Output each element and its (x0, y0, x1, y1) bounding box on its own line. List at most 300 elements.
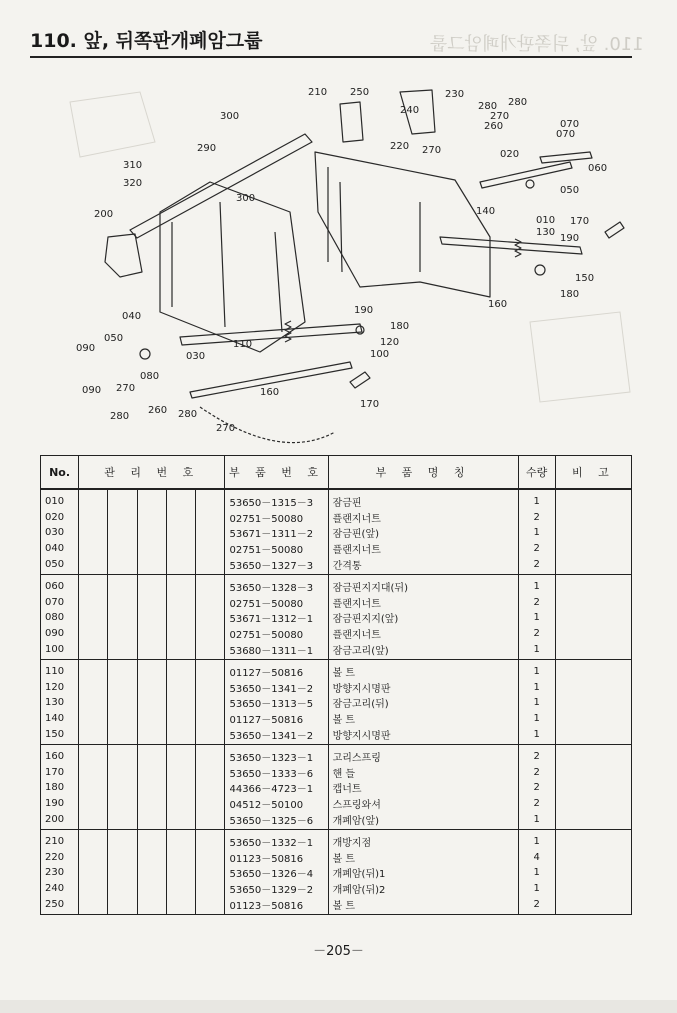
part-name: 볼 트 (328, 711, 518, 727)
note-cell (555, 849, 631, 865)
management-number-cell (108, 896, 137, 914)
management-number-cell (166, 865, 195, 881)
management-number-cell (137, 726, 166, 744)
management-number-cell (137, 829, 166, 849)
management-number-cell (137, 765, 166, 781)
management-number-cell (166, 829, 195, 849)
note-cell (555, 896, 631, 914)
note-cell (555, 881, 631, 897)
table-row (41, 811, 632, 829)
management-number-cell (79, 881, 108, 897)
part-name: 볼 트 (328, 659, 518, 679)
management-number-cell (137, 811, 166, 829)
management-number-cell (166, 780, 195, 796)
callout-label: 280 (478, 101, 498, 112)
management-number-cell (196, 659, 225, 679)
quantity: 2 (518, 595, 555, 611)
header-quantity: 수량 (518, 456, 555, 490)
quantity: 1 (518, 659, 555, 679)
item-number: 150 (41, 726, 79, 744)
part-name: 개폐암(앞) (328, 811, 518, 829)
table-row (41, 744, 632, 764)
callout-label: 240 (400, 105, 420, 116)
diagram-drawing (60, 62, 640, 450)
management-number-cell (166, 541, 195, 557)
management-number-cell (108, 489, 137, 510)
callout-label: 160 (260, 387, 280, 398)
note-cell (555, 489, 631, 510)
part-number: 53650－1341－2 (225, 680, 328, 696)
item-number: 070 (41, 595, 79, 611)
note-cell (555, 525, 631, 541)
callout-label: 070 (556, 129, 576, 140)
table-row (41, 641, 632, 659)
management-number-cell (196, 896, 225, 914)
management-number-cell (166, 525, 195, 541)
management-number-cell (79, 765, 108, 781)
callout-label: 280 (110, 411, 130, 422)
management-number-cell (196, 510, 225, 526)
note-cell (555, 510, 631, 526)
management-number-cell (166, 695, 195, 711)
part-number: 01127－50816 (225, 659, 328, 679)
note-cell (555, 695, 631, 711)
parts-list-table (40, 455, 632, 915)
table-row (41, 626, 632, 642)
part-name: 플랜지너트 (328, 595, 518, 611)
item-number: 240 (41, 881, 79, 897)
item-number: 050 (41, 556, 79, 574)
table-row (41, 525, 632, 541)
table-header-row (41, 456, 632, 490)
quantity: 2 (518, 796, 555, 812)
management-number-cell (108, 780, 137, 796)
management-number-cell (166, 744, 195, 764)
note-cell (555, 711, 631, 727)
part-name: 잠금고리(뒤) (328, 695, 518, 711)
table-row (41, 489, 632, 510)
callout-label: 060 (588, 163, 608, 174)
part-number: 53650－1315－3 (225, 489, 328, 510)
part-number: 01127－50816 (225, 711, 328, 727)
note-cell (555, 659, 631, 679)
part-name: 플랜지너트 (328, 510, 518, 526)
part-number: 44366－4723－1 (225, 780, 328, 796)
management-number-cell (108, 626, 137, 642)
table-row (41, 680, 632, 696)
callout-label: 040 (122, 311, 142, 322)
management-number-cell (79, 680, 108, 696)
management-number-cell (137, 556, 166, 574)
note-cell (555, 726, 631, 744)
part-number: 53671－1311－2 (225, 525, 328, 541)
header-note: 비 고 (555, 456, 631, 490)
quantity: 1 (518, 695, 555, 711)
management-number-cell (137, 849, 166, 865)
item-number: 090 (41, 626, 79, 642)
scan-edge (0, 1000, 677, 1013)
callout-label: 260 (484, 121, 504, 132)
quantity: 1 (518, 641, 555, 659)
item-number: 080 (41, 610, 79, 626)
management-number-cell (79, 811, 108, 829)
table-row (41, 796, 632, 812)
part-number: 53650－1329－2 (225, 881, 328, 897)
item-number: 100 (41, 641, 79, 659)
management-number-cell (166, 610, 195, 626)
quantity: 1 (518, 726, 555, 744)
management-number-cell (79, 659, 108, 679)
management-number-cell (166, 896, 195, 914)
item-number: 200 (41, 811, 79, 829)
management-number-cell (79, 744, 108, 764)
part-name: 플랜지너트 (328, 626, 518, 642)
management-number-cell (108, 641, 137, 659)
part-number: 02751－50080 (225, 541, 328, 557)
callout-label: 130 (536, 227, 556, 238)
quantity: 2 (518, 780, 555, 796)
part-name: 캡너트 (328, 780, 518, 796)
management-number-cell (137, 510, 166, 526)
management-number-cell (196, 626, 225, 642)
note-cell (555, 610, 631, 626)
note-cell (555, 541, 631, 557)
quantity: 2 (518, 626, 555, 642)
callout-label: 120 (380, 337, 400, 348)
table-row (41, 695, 632, 711)
callout-label: 180 (560, 289, 580, 300)
management-number-cell (108, 726, 137, 744)
callout-label: 270 (216, 423, 236, 434)
quantity: 1 (518, 829, 555, 849)
callout-label: 300 (220, 111, 240, 122)
header-no: No. (41, 456, 79, 490)
quantity: 1 (518, 525, 555, 541)
note-cell (555, 829, 631, 849)
item-number: 110 (41, 659, 79, 679)
callout-label: 020 (500, 149, 520, 160)
callout-label: 140 (476, 206, 496, 217)
management-number-cell (108, 711, 137, 727)
callout-label: 300 (236, 193, 256, 204)
management-number-cell (137, 489, 166, 510)
management-number-cell (137, 796, 166, 812)
management-number-cell (137, 896, 166, 914)
management-number-cell (108, 556, 137, 574)
table-row (41, 896, 632, 914)
management-number-cell (79, 541, 108, 557)
item-number: 170 (41, 765, 79, 781)
management-number-cell (196, 811, 225, 829)
management-number-cell (137, 641, 166, 659)
management-number-cell (196, 865, 225, 881)
part-name: 핸 들 (328, 765, 518, 781)
management-number-cell (196, 680, 225, 696)
table-row (41, 829, 632, 849)
note-cell (555, 865, 631, 881)
item-number: 190 (41, 796, 79, 812)
table-row (41, 541, 632, 557)
management-number-cell (196, 796, 225, 812)
management-number-cell (108, 811, 137, 829)
part-number: 02751－50080 (225, 510, 328, 526)
callout-label: 180 (390, 321, 410, 332)
management-number-cell (79, 641, 108, 659)
table-row (41, 780, 632, 796)
management-number-cell (166, 796, 195, 812)
item-number: 180 (41, 780, 79, 796)
part-name: 볼 트 (328, 896, 518, 914)
part-number: 53650－1333－6 (225, 765, 328, 781)
callout-label: 100 (370, 349, 390, 360)
note-cell (555, 641, 631, 659)
callout-label: 270 (422, 145, 442, 156)
table-row (41, 610, 632, 626)
note-cell (555, 811, 631, 829)
callout-label: 260 (148, 405, 168, 416)
management-number-cell (108, 695, 137, 711)
management-number-cell (166, 811, 195, 829)
quantity: 1 (518, 680, 555, 696)
table-row (41, 865, 632, 881)
callout-label: 010 (536, 215, 556, 226)
front-arm-200 (105, 234, 142, 277)
callout-label: 190 (560, 233, 580, 244)
link-rod (180, 324, 362, 345)
part-name: 방향지시명판 (328, 726, 518, 744)
part-name: 잠금핀(앞) (328, 525, 518, 541)
part-number: 02751－50080 (225, 626, 328, 642)
management-number-cell (108, 881, 137, 897)
item-number: 210 (41, 829, 79, 849)
management-number-cell (108, 849, 137, 865)
management-number-cell (166, 626, 195, 642)
title-rule (30, 56, 632, 58)
management-number-cell (137, 865, 166, 881)
management-number-cell (166, 595, 195, 611)
note-cell (555, 626, 631, 642)
management-number-cell (196, 726, 225, 744)
exploded-parts-diagram (60, 62, 640, 450)
management-number-cell (79, 780, 108, 796)
callout-label: 050 (104, 333, 124, 344)
item-number: 130 (41, 695, 79, 711)
table-row (41, 659, 632, 679)
management-number-cell (166, 711, 195, 727)
management-number-cell (137, 780, 166, 796)
management-number-cell (166, 881, 195, 897)
management-number-cell (166, 726, 195, 744)
part-number: 53650－1332－1 (225, 829, 328, 849)
part-name: 잠금핀지지(앞) (328, 610, 518, 626)
management-number-cell (108, 865, 137, 881)
management-number-cell (137, 881, 166, 897)
quantity: 1 (518, 811, 555, 829)
management-number-cell (196, 829, 225, 849)
page-number: －205－ (313, 944, 364, 959)
callout-label: 030 (186, 351, 206, 362)
management-number-cell (137, 744, 166, 764)
callout-label: 230 (445, 89, 465, 100)
quantity: 4 (518, 849, 555, 865)
management-number-cell (79, 695, 108, 711)
management-number-cell (108, 744, 137, 764)
management-number-cell (79, 610, 108, 626)
quantity: 1 (518, 865, 555, 881)
item-number: 060 (41, 574, 79, 594)
parts-table-body (41, 489, 632, 914)
table-row (41, 510, 632, 526)
part-number: 53650－1326－4 (225, 865, 328, 881)
callout-label: 310 (123, 160, 143, 171)
part-name: 플랜지너트 (328, 541, 518, 557)
management-number-cell (166, 489, 195, 510)
callout-label: 090 (82, 385, 102, 396)
quantity: 1 (518, 574, 555, 594)
item-number: 030 (41, 525, 79, 541)
item-number: 220 (41, 849, 79, 865)
table-row (41, 595, 632, 611)
part-name: 개폐암(뒤)2 (328, 881, 518, 897)
part-name: 잠금고리(앞) (328, 641, 518, 659)
table-row (41, 765, 632, 781)
management-number-cell (196, 695, 225, 711)
quantity: 2 (518, 765, 555, 781)
management-number-cell (137, 695, 166, 711)
management-number-cell (137, 525, 166, 541)
management-number-cell (79, 726, 108, 744)
management-number-cell (166, 574, 195, 594)
management-number-cell (79, 595, 108, 611)
management-number-cell (79, 556, 108, 574)
management-number-cell (196, 744, 225, 764)
note-cell (555, 780, 631, 796)
table-row (41, 556, 632, 574)
callout-label: 070 (560, 119, 580, 130)
note-cell (555, 744, 631, 764)
management-number-cell (166, 765, 195, 781)
header-management-number: 관 리 번 호 (79, 456, 225, 490)
item-number: 020 (41, 510, 79, 526)
part-number: 02751－50080 (225, 595, 328, 611)
callout-label: 210 (308, 87, 328, 98)
table-row (41, 849, 632, 865)
management-number-cell (79, 626, 108, 642)
callout-label: 050 (560, 185, 580, 196)
item-number: 010 (41, 489, 79, 510)
management-number-cell (137, 574, 166, 594)
quantity: 1 (518, 711, 555, 727)
header-part-name: 부 품 명 칭 (328, 456, 518, 490)
management-number-cell (79, 865, 108, 881)
part-number: 53650－1325－6 (225, 811, 328, 829)
note-cell (555, 680, 631, 696)
management-number-cell (196, 610, 225, 626)
management-number-cell (79, 829, 108, 849)
callout-label: 250 (350, 87, 370, 98)
callout-label: 290 (197, 143, 217, 154)
management-number-cell (137, 680, 166, 696)
part-number: 53650－1341－2 (225, 726, 328, 744)
item-number: 160 (41, 744, 79, 764)
management-number-cell (196, 525, 225, 541)
management-number-cell (166, 556, 195, 574)
management-number-cell (79, 896, 108, 914)
management-number-cell (108, 510, 137, 526)
management-number-cell (137, 626, 166, 642)
note-cell (555, 765, 631, 781)
management-number-cell (108, 765, 137, 781)
management-number-cell (196, 595, 225, 611)
management-number-cell (196, 556, 225, 574)
callout-label: 160 (488, 299, 508, 310)
management-number-cell (166, 680, 195, 696)
callout-label: 090 (76, 343, 96, 354)
note-cell (555, 556, 631, 574)
part-name: 잠금핀지지대(뒤) (328, 574, 518, 594)
management-number-cell (196, 711, 225, 727)
management-number-cell (79, 525, 108, 541)
item-number: 140 (41, 711, 79, 727)
table-row (41, 726, 632, 744)
callout-label: 280 (508, 97, 528, 108)
table-row (41, 881, 632, 897)
management-number-cell (79, 574, 108, 594)
part-number: 01123－50816 (225, 896, 328, 914)
management-number-cell (137, 610, 166, 626)
management-number-cell (79, 796, 108, 812)
item-number: 250 (41, 896, 79, 914)
table-row (41, 711, 632, 727)
item-number: 040 (41, 541, 79, 557)
management-number-cell (196, 641, 225, 659)
management-number-cell (108, 595, 137, 611)
header-part-number: 부 품 번 호 (225, 456, 328, 490)
management-number-cell (108, 680, 137, 696)
part-number: 53680－1311－1 (225, 641, 328, 659)
quantity: 1 (518, 610, 555, 626)
note-cell (555, 595, 631, 611)
management-number-cell (196, 780, 225, 796)
callout-label: 110 (233, 339, 253, 350)
part-name: 고리스프링 (328, 744, 518, 764)
management-number-cell (108, 796, 137, 812)
management-number-cell (196, 574, 225, 594)
quantity: 2 (518, 556, 555, 574)
management-number-cell (108, 541, 137, 557)
callout-label: 170 (360, 399, 380, 410)
part-name: 개폐암(뒤)1 (328, 865, 518, 881)
part-name: 개방지점 (328, 829, 518, 849)
front-frame (160, 182, 305, 352)
management-number-cell (166, 849, 195, 865)
part-name: 간격통 (328, 556, 518, 574)
part-number: 53650－1327－3 (225, 556, 328, 574)
management-number-cell (137, 541, 166, 557)
management-number-cell (166, 659, 195, 679)
note-cell (555, 574, 631, 594)
part-number: 04512－50100 (225, 796, 328, 812)
management-number-cell (79, 849, 108, 865)
bracket-210 (340, 102, 363, 142)
bleed-through-title: 110. 앞, 뒤쪽판개폐암그룹 (430, 34, 644, 55)
note-cell (555, 796, 631, 812)
management-number-cell (196, 881, 225, 897)
part-number: 53650－1328－3 (225, 574, 328, 594)
part-number: 01123－50816 (225, 849, 328, 865)
callout-label: 220 (390, 141, 410, 152)
callout-label: 320 (123, 178, 143, 189)
